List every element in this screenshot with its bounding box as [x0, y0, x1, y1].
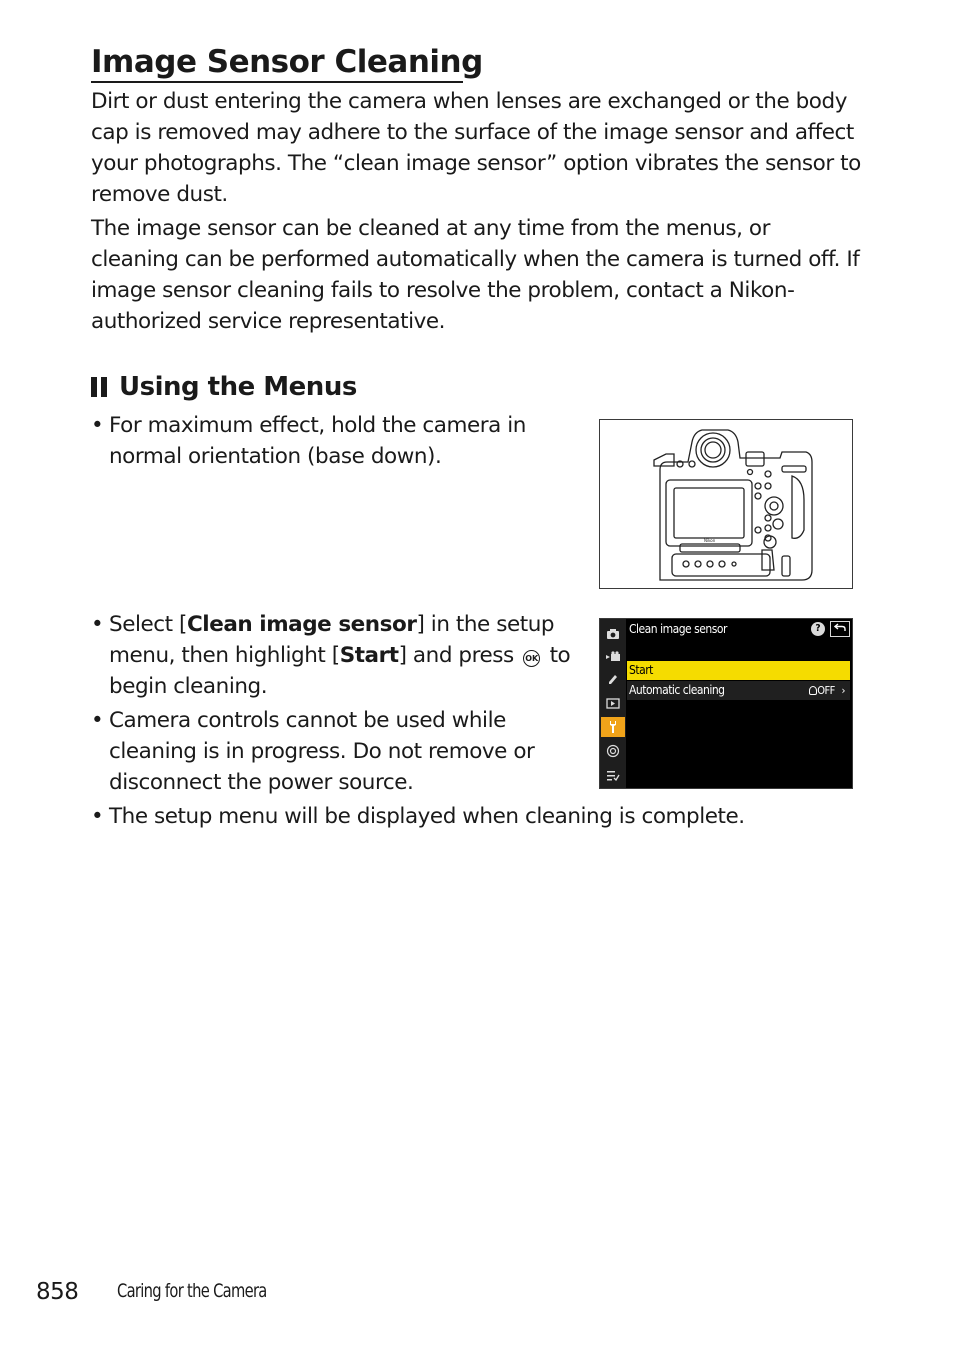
- back-icon[interactable]: [830, 621, 850, 637]
- custom-settings-icon[interactable]: [604, 671, 622, 687]
- title-underline: [91, 81, 463, 83]
- camera-rear-view-figure: [599, 419, 853, 589]
- section-title: Using the Menus: [119, 372, 357, 402]
- help-icon[interactable]: ?: [811, 622, 825, 636]
- playback-icon[interactable]: [604, 695, 622, 711]
- bullet-menu-displayed: [91, 801, 891, 832]
- screen-title: Clean image sensor: [629, 622, 727, 636]
- my-menu-icon[interactable]: [604, 767, 622, 783]
- bullet-text: [91, 609, 571, 702]
- sensor-cleaning-icon: [809, 686, 817, 695]
- page-number: 858: [36, 1279, 79, 1305]
- menu-item-automatic-cleaning[interactable]: [627, 681, 850, 700]
- menu-screen: [599, 618, 853, 789]
- menu-item-label: Automatic cleaning: [629, 683, 725, 697]
- menu-item-start[interactable]: [627, 661, 850, 680]
- bullet-dot: •: [91, 612, 104, 637]
- bullet-text: Camera controls cannot be used while cleaning is in progress. Do not remove or disconnect the power source.: [109, 708, 535, 795]
- text-part: to begin cleaning.: [109, 643, 571, 699]
- camera-brand: Nikon: [704, 538, 716, 543]
- camera-rear-view-icon: [600, 420, 852, 588]
- chevron-right-icon: ›: [841, 684, 845, 697]
- double-bar-section-icon: [91, 377, 107, 397]
- setup-wrench-icon[interactable]: [601, 717, 625, 737]
- text-part: Select [: [109, 612, 187, 637]
- menu-item-value-text: OFF: [817, 684, 835, 697]
- bullet-select-clean-sensor: [91, 609, 571, 702]
- menu-item-label: Start: [629, 663, 653, 677]
- text-part: ] and press: [398, 643, 514, 668]
- chapter-title: Caring for the Camera: [117, 1280, 267, 1302]
- intro-paragraph-2: The image sensor can be cleaned at any time from the menus, or cleaning can be performed automatically when the camera is turned off. If image sensor cleaning fails to resolve the problem, contact a Nikon-authorized service representative.: [91, 216, 860, 334]
- intro-paragraph-1: Dirt or dust entering the camera when lenses are exchanged or the body cap is removed may adhere to the surface of the image sensor and affect your photographs. The “clean image sensor” option vibrates the sensor to remove dust.: [91, 89, 861, 207]
- photo-shooting-icon[interactable]: [604, 625, 622, 641]
- network-icon[interactable]: [604, 743, 622, 759]
- menu-tab-bar: [600, 619, 626, 788]
- bullet-dot: •: [91, 804, 104, 829]
- menu-item-name: Clean image sensor: [186, 612, 417, 637]
- menu-item-value: [809, 681, 845, 700]
- bullet-text: The setup menu will be displayed when cleaning is complete.: [109, 804, 745, 829]
- bullet-dot: •: [91, 413, 104, 438]
- text-part: ] in the setup menu, then highlight [: [109, 612, 555, 668]
- page-title: Image Sensor Cleaning: [91, 44, 483, 80]
- movie-shooting-icon[interactable]: [604, 648, 622, 664]
- menu-option-name: Start: [339, 643, 399, 668]
- ok-button-icon: OK: [523, 650, 540, 667]
- bullet-text: For maximum effect, hold the camera in normal orientation (base down).: [109, 413, 526, 469]
- section-heading: [91, 368, 357, 406]
- bullet-controls-disabled: [91, 705, 571, 798]
- bullet-hold-camera: [91, 410, 551, 472]
- bullet-dot: •: [91, 708, 104, 733]
